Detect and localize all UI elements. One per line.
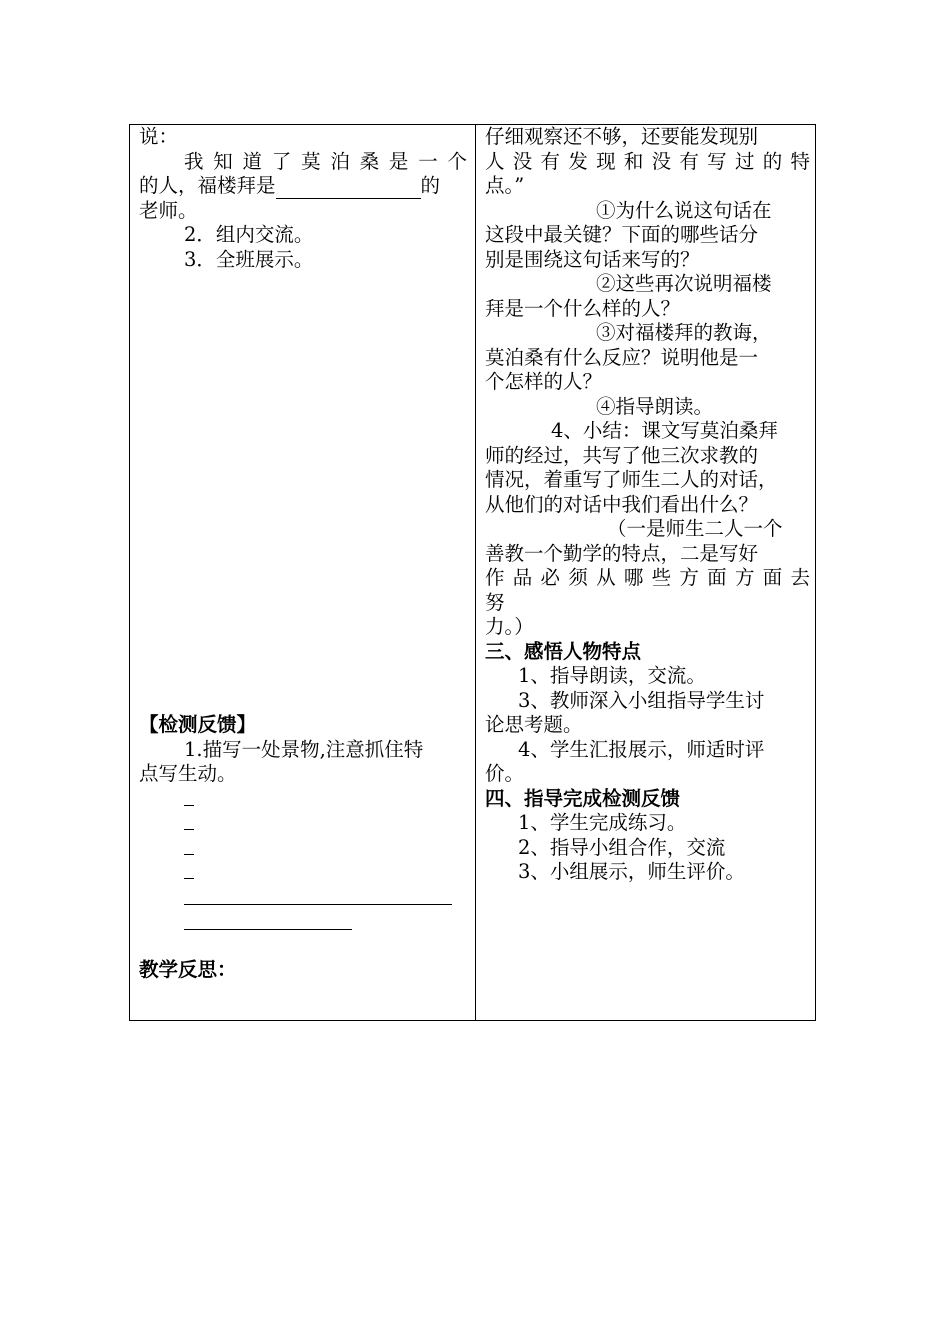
section-heading: 四、指导完成检测反馈 [485, 786, 681, 810]
fill-in-blank [276, 178, 421, 199]
text-line: ④指导朗读。 [596, 394, 714, 418]
text-line: 人 没 有 发 现 和 没 有 写 过 的 特 [485, 149, 810, 173]
text-line: 莫泊桑有什么反应？说明他是一 [485, 345, 759, 369]
text-line: 2．组内交流。 [184, 223, 314, 246]
section-heading: 三、感悟人物特点 [485, 639, 642, 663]
text-line: ②这些再次说明福楼 [596, 272, 772, 295]
text-line: 从他们的对话中我们看出什么？ [485, 492, 759, 516]
reflection-heading: 教学反思： [139, 957, 237, 981]
answer-line [139, 811, 467, 836]
text-line: 这段中最关键？下面的哪些话分 [485, 223, 759, 246]
text-line: 2、指导小组合作，交流 [518, 835, 726, 859]
spacer [139, 934, 467, 958]
text-line: 作 品 必 须 从 哪 些 方 面 方 面 去 努 [485, 566, 810, 614]
text-line: 老师。 [139, 198, 198, 222]
text-line: ①为什么说这句话在 [596, 198, 772, 222]
text-line: 1、指导朗读，交流。 [518, 664, 706, 687]
answer-line [139, 885, 467, 910]
text-line: 3、小组展示，师生评价。 [518, 860, 745, 883]
spacer [139, 272, 467, 713]
text-fragment: 的 [420, 174, 441, 197]
right-column [485, 125, 810, 885]
text-line: 个怎样的人？ [485, 370, 603, 393]
text-line: ③对福楼拜的教诲， [596, 321, 772, 344]
feedback-heading: 【检测反馈】 [139, 713, 257, 736]
text-line: 仔细观察还不够，还要能发现别 [485, 125, 759, 148]
text-line: 点。” [485, 174, 525, 197]
column-divider [475, 125, 476, 1020]
text-line: 情况，着重写了师生二人的对话， [485, 468, 778, 491]
text-line: 1.描写一处景物,注意抓住特 [184, 737, 424, 761]
answer-line [139, 860, 467, 885]
text-fragment: 的人，福楼拜是 [139, 174, 276, 197]
text-line: 3、教师深入小组指导学生讨 [518, 688, 765, 712]
left-column [139, 125, 467, 982]
text-line: 论思考题。 [485, 713, 583, 736]
text-line: 我 知 道 了 莫 泊 桑 是 一 个 [184, 149, 467, 173]
text-line: 1、学生完成练习。 [518, 811, 687, 834]
text-line: 力。） [485, 615, 534, 638]
text-line [139, 174, 467, 199]
text-line: 3．全班展示。 [184, 247, 314, 271]
text-line: （一是师生二人一个 [607, 517, 783, 540]
lesson-plan-table [129, 124, 816, 1021]
text-line: 4、小结：课文写莫泊桑拜 [551, 419, 778, 442]
text-line: 师的经过，共写了他三次求教的 [485, 443, 759, 467]
text-line: 说： [139, 125, 179, 148]
text-line: 点写生动。 [139, 762, 237, 785]
answer-line [139, 909, 467, 934]
text-line: 拜是一个什么样的人？ [485, 296, 681, 320]
answer-line [139, 787, 467, 812]
text-line: 4、学生汇报展示，师适时评 [518, 737, 765, 761]
text-line: 别是围绕这句话来写的？ [485, 247, 700, 271]
text-line: 善教一个勤学的特点，二是写好 [485, 541, 759, 565]
text-line: 价。 [485, 762, 525, 785]
answer-line [139, 836, 467, 861]
